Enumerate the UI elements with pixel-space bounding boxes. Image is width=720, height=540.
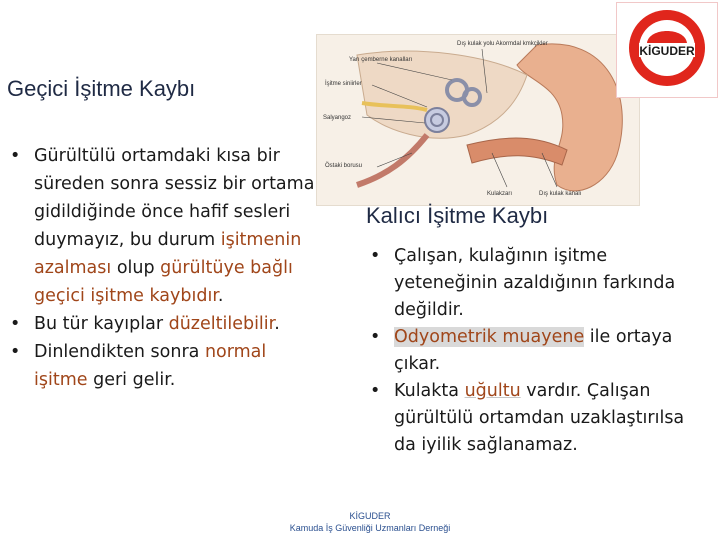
- right-bullet-1: [370, 243, 690, 324]
- highlighted-term: gürültüye bağlı geçici işitme kaybıdır: [34, 258, 293, 306]
- bullet-text: Bu tür kayıplar: [34, 314, 169, 334]
- diagram-label-nerve: İşitme siniirler: [325, 81, 362, 87]
- diagram-label-outer-canal: Dış kulak yolu Akormdal kmkçikler: [457, 41, 548, 47]
- bullet-text: Gürültülü ortamdaki kısa bir süreden sonra sessiz bir ortama gidildiğinde önce hafif sesleri duymayız, bu durum: [34, 146, 315, 250]
- bullet-text: Dinlendikten sonra: [34, 342, 205, 362]
- diagram-label-eardrum: Kulakzarı: [487, 191, 513, 197]
- left-bullet-list: [10, 142, 322, 394]
- bullet-text: Kulakta: [394, 381, 465, 401]
- footer-org-short: KİGUDER: [349, 511, 391, 521]
- diagram-label-semicircular: Yarı çemberne kanalları: [349, 57, 413, 63]
- bullet-text: ile ortaya çıkar.: [394, 327, 673, 374]
- diagram-label-cochlea: Salyangoz: [323, 115, 352, 121]
- ear-anatomy-illustration: [317, 35, 639, 205]
- left-bullet-3: [10, 338, 322, 394]
- right-bullet-3: [370, 378, 690, 459]
- bullet-text: .: [274, 314, 280, 334]
- logo-graphic: [617, 3, 717, 97]
- bullet-text: vardır. Çalışan gürültülü ortamdan uzaklaştırılsa da iyilik sağlanamaz.: [394, 381, 685, 455]
- logo-text: KİGUDER: [639, 44, 695, 58]
- highlighted-term: uğultu: [464, 381, 521, 401]
- diagram-label-eustachian: Östaki borusu: [325, 163, 363, 169]
- left-bullet-1: [10, 142, 322, 310]
- ear-anatomy-diagram: [316, 34, 640, 206]
- footer-org-full: Kamuda İş Güvenliği Uzmanları Derneği: [289, 523, 451, 533]
- kiguder-logo: [616, 2, 718, 98]
- bullet-text: geri gelir.: [87, 370, 176, 390]
- highlighted-term: normal işitme: [34, 342, 267, 390]
- highlighted-term: işitmenin azalması: [34, 230, 302, 278]
- right-title: Kalıcı İşitme Kaybı: [366, 203, 549, 228]
- diagram-label-ear-canal: Dış kulak kanalı: [539, 191, 582, 197]
- bullet-text: .: [217, 286, 224, 306]
- highlighted-term: Odyometrik muayene: [394, 327, 585, 347]
- left-title: Geçici İşitme Kaybı: [7, 76, 196, 101]
- bullet-text: olup: [111, 258, 161, 278]
- right-bullet-2: [370, 324, 690, 378]
- bullet-text: Çalışan, kulağının işitme yeteneğinin azaldığının farkında değildir.: [394, 246, 676, 320]
- highlighted-term: düzeltilebilir: [168, 314, 275, 334]
- right-bullet-list: [370, 243, 690, 459]
- left-bullet-2: [10, 310, 322, 338]
- footer: [200, 510, 540, 534]
